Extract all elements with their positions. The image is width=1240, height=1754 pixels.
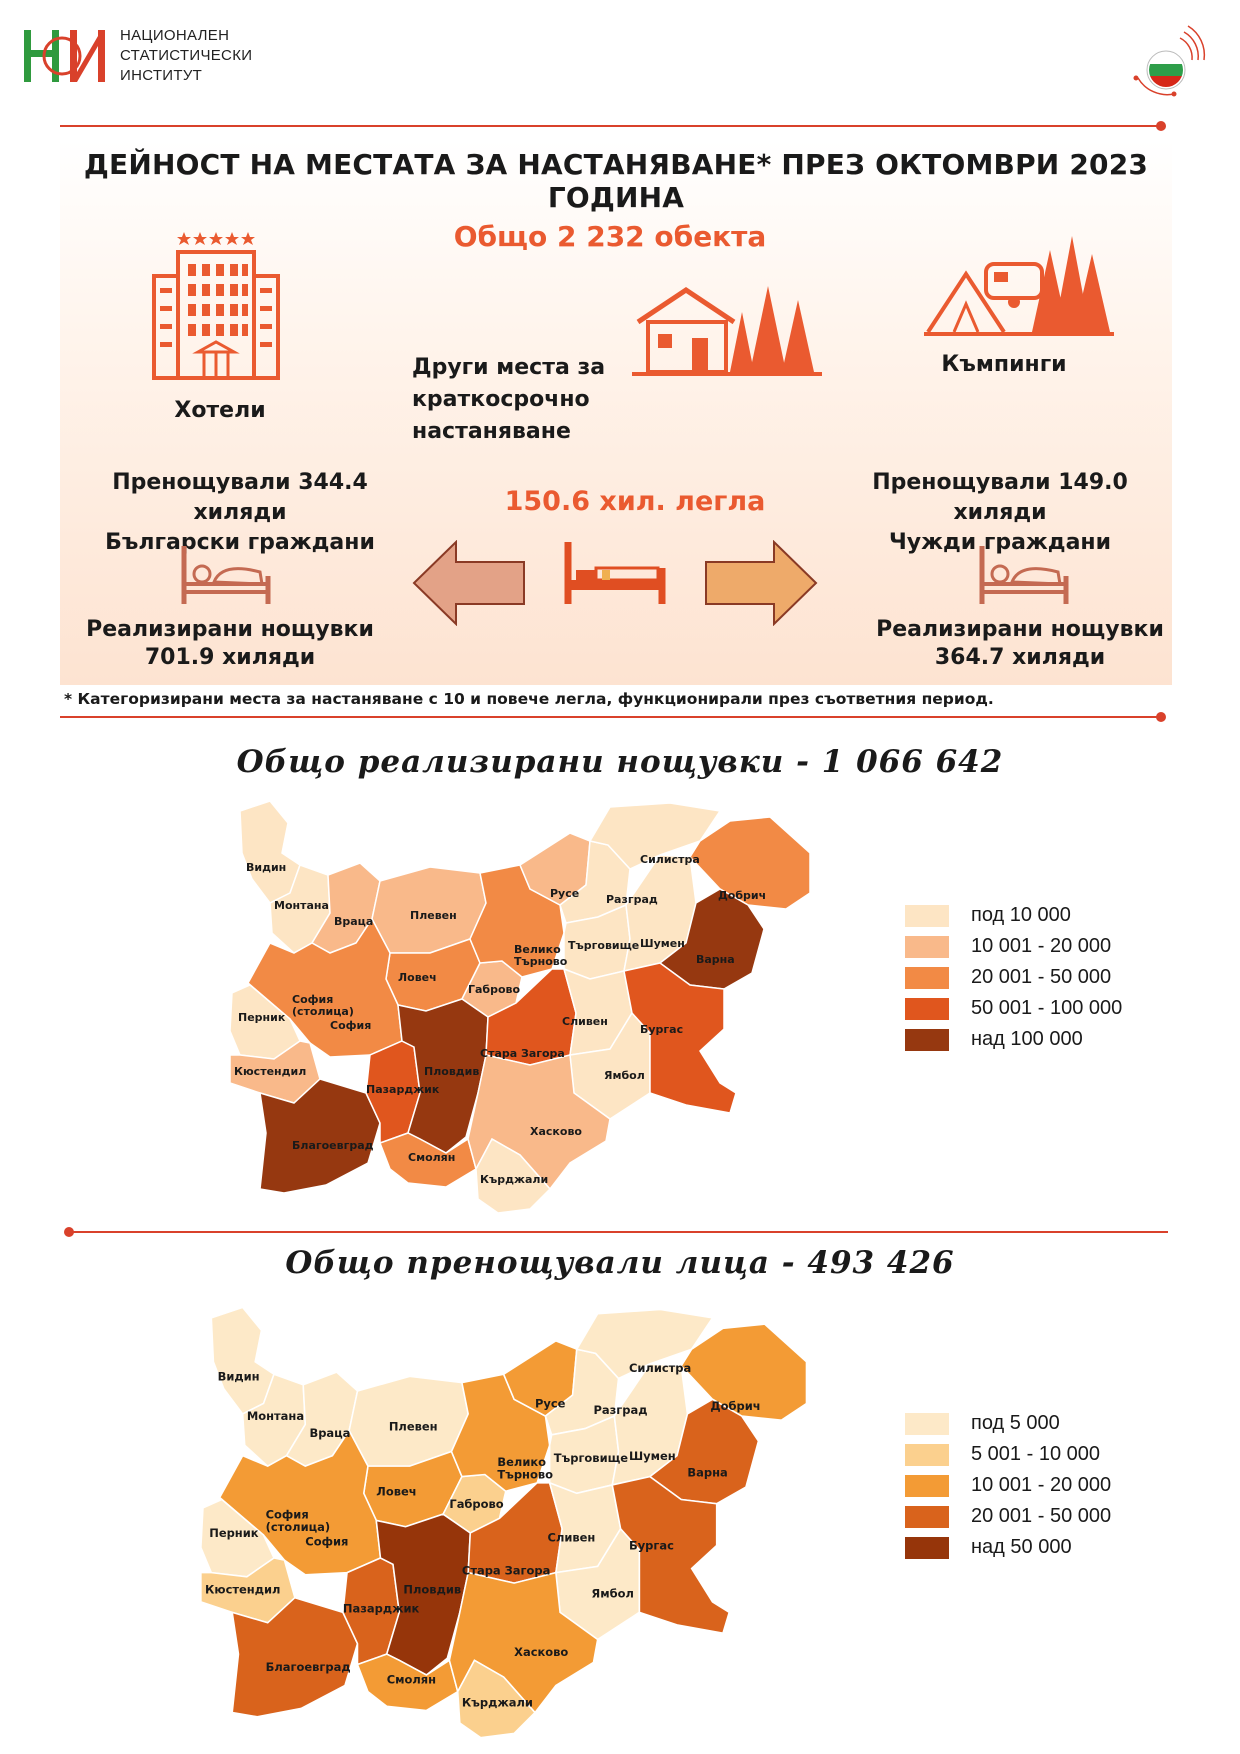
other-places-line-2: краткосрочно настаняване xyxy=(412,387,590,444)
map2-legend-row xyxy=(905,1439,1111,1470)
bulgarian-stayed-line-2: Български граждани xyxy=(105,530,375,555)
bulgarian-nights xyxy=(80,616,380,672)
footnote: * Категоризирани места за настаняване с 10 и повече легла, функционирали през съответния период. xyxy=(64,690,994,708)
map2-legend-label: 10 001 - 20 000 xyxy=(971,1474,1112,1496)
map2-legend-swatch xyxy=(905,1413,949,1435)
divider-mid xyxy=(60,716,1160,718)
foreign-nights-line-1: Реализирани нощувки xyxy=(876,617,1164,642)
map2-legend-label: над 50 000 xyxy=(971,1536,1072,1558)
map1-legend-label: 20 001 - 50 000 xyxy=(971,966,1112,988)
map2-label-sliven: Сливен xyxy=(547,1530,596,1545)
divider-mid-dot xyxy=(1156,712,1166,722)
map1-label-sofia: София xyxy=(330,1019,372,1032)
map2-legend-row xyxy=(905,1408,1111,1439)
map2-legend-row xyxy=(905,1532,1111,1563)
other-places-label xyxy=(412,352,742,448)
map1-label-haskovo: Хасково xyxy=(530,1125,582,1138)
map2-label-vidin: Видин xyxy=(217,1369,260,1384)
map2-label-smolyan: Смолян xyxy=(386,1672,437,1687)
bulgarian-nights-line-2: 701.9 хиляди xyxy=(144,645,316,670)
logo-line-2: СТАТИСТИЧЕСКИ xyxy=(120,47,253,64)
map2-legend-row xyxy=(905,1501,1111,1532)
map2-label-yambol: Ямбол xyxy=(591,1586,634,1601)
map1-label-sliven: Сливен xyxy=(562,1015,608,1028)
map1-label-lovech: Ловеч xyxy=(398,971,437,984)
map2-label-silistra: Силистра xyxy=(628,1361,692,1376)
map2 xyxy=(180,1275,890,1745)
foreign-nights xyxy=(870,616,1170,672)
nsi-logo-mark xyxy=(22,26,112,90)
map1-label-blagoevgrad: Благоевград xyxy=(292,1139,374,1152)
map1-label-kyustendil: Кюстендил xyxy=(234,1065,307,1078)
map1-label-shumen: Шумен xyxy=(640,937,685,950)
map2-label-veliko: Велико Търново xyxy=(497,1455,554,1482)
campings-label: Къмпинги xyxy=(941,352,1067,377)
center-bed-icon xyxy=(562,540,668,606)
map1-label-vidin: Видин xyxy=(246,861,287,874)
map1-label-stara-zagora: Стара Загора xyxy=(480,1047,565,1060)
map2-label-razgrad: Разград xyxy=(593,1402,648,1417)
divider-low xyxy=(68,1231,1168,1233)
map1-legend-row xyxy=(905,900,1122,931)
hotel-icon xyxy=(148,224,296,384)
total-objects: Общо 2 232 обекта xyxy=(453,220,767,253)
map1-legend-label: 50 001 - 100 000 xyxy=(971,997,1123,1019)
hotels-label: Хотели xyxy=(174,398,266,423)
map2-label-gabrovo: Габрово xyxy=(449,1496,504,1511)
map1-legend-swatch xyxy=(905,1029,949,1051)
map1-legend-swatch xyxy=(905,998,949,1020)
map1-legend-label: 10 001 - 20 000 xyxy=(971,935,1112,957)
bulgarian-nights-line-1: Реализирани нощувки xyxy=(86,617,374,642)
map1-label-smolyan: Смолян xyxy=(408,1151,456,1164)
map2-legend-label: под 5 000 xyxy=(971,1412,1060,1434)
arrow-right-icon xyxy=(702,540,818,626)
map1-label-montana: Монтана xyxy=(274,899,329,912)
map2-label-vratsa: Враца xyxy=(309,1425,351,1440)
map1-legend-row xyxy=(905,931,1122,962)
map1-label-ruse: Русе xyxy=(550,887,580,900)
bed-person-icon-left xyxy=(178,542,274,608)
map1-label-plovdiv: Пловдив xyxy=(424,1065,480,1078)
map2-legend xyxy=(905,1408,1111,1563)
map2-legend-row xyxy=(905,1470,1111,1501)
map1-label-vratsa: Враца xyxy=(334,915,374,928)
map2-label-montana: Монтана xyxy=(246,1409,305,1424)
map1-label-veliko: Велико Търново xyxy=(514,943,568,968)
map2-legend-label: 20 001 - 50 000 xyxy=(971,1505,1112,1527)
map1-label-pazardzhik: Пазарджик xyxy=(366,1083,440,1096)
map1-label-pernik: Перник xyxy=(238,1011,286,1024)
map1-legend-swatch xyxy=(905,936,949,958)
logo-line-1: НАЦИОНАЛЕН xyxy=(120,27,230,44)
map2-legend-swatch xyxy=(905,1475,949,1497)
map2-label-haskovo: Хасково xyxy=(514,1645,569,1660)
map2-label-lovech: Ловеч xyxy=(376,1484,417,1499)
map2-label-plovdiv: Пловдив xyxy=(403,1582,462,1597)
bulgaria-flag-icon xyxy=(1130,18,1210,98)
map2-label-kardzhali: Кърджали xyxy=(461,1695,533,1710)
bulgarian-stayed-line-1: Пренощували 344.4 хиляди xyxy=(112,470,368,525)
map2-label-shumen: Шумен xyxy=(628,1448,676,1463)
map2-legend-swatch xyxy=(905,1537,949,1559)
map2-region-vidin xyxy=(211,1307,274,1414)
foreign-nights-line-2: 364.7 хиляди xyxy=(934,645,1106,670)
map1-region-vidin xyxy=(240,801,300,903)
map1-legend-label: под 10 000 xyxy=(971,904,1071,926)
map2-label-blagoevgrad: Благоевград xyxy=(265,1659,351,1674)
map1-legend-label: над 100 000 xyxy=(971,1028,1083,1050)
map2-label-varna: Варна xyxy=(687,1465,728,1480)
map1-label-silistra: Силистра xyxy=(640,853,700,866)
map1-label-yambol: Ямбол xyxy=(604,1069,645,1082)
map1-label-sofia-city: София (столица) xyxy=(292,993,354,1018)
map2-label-stara-zagora: Стара Загора xyxy=(461,1563,551,1578)
foreign-stayed-line-1: Пренощували 149.0 хиляди xyxy=(872,470,1128,525)
map1-label-razgrad: Разград xyxy=(606,893,658,906)
map1-legend-row xyxy=(905,1024,1122,1055)
map2-label-dobrich: Добрич xyxy=(710,1398,761,1413)
map2-label-pernik: Перник xyxy=(209,1526,259,1541)
beds-count: 150.6 хил. легла xyxy=(504,486,766,517)
bed-person-icon-right xyxy=(976,542,1072,608)
map2-label-sofia: София xyxy=(305,1534,349,1549)
divider-top xyxy=(60,125,1160,127)
map1-legend-row xyxy=(905,962,1122,993)
map1-label-gabrovo: Габрово xyxy=(468,983,521,996)
map1-legend-swatch xyxy=(905,967,949,989)
map2-label-sofia-city: София (столица) xyxy=(265,1507,331,1534)
map2-legend-swatch xyxy=(905,1444,949,1466)
map1 xyxy=(210,775,890,1215)
map1-label-kardzhali: Кърджали xyxy=(480,1173,549,1186)
map2-label-targovishte: Търговище xyxy=(553,1450,629,1465)
map1-legend xyxy=(905,900,1122,1055)
map2-title: Общо пренощували лица - 493 426 xyxy=(285,1245,955,1281)
map1-label-pleven: Плевен xyxy=(410,909,457,922)
map2-label-pazardzhik: Пазарджик xyxy=(342,1601,420,1616)
map2-label-kyustendil: Кюстендил xyxy=(205,1582,281,1597)
arrow-left-icon xyxy=(412,540,528,626)
map1-title: Общо реализирани нощувки - 1 066 642 xyxy=(236,744,1004,780)
map2-legend-label: 5 001 - 10 000 xyxy=(971,1443,1100,1465)
foreign-stayed-line-2: Чужди граждани xyxy=(888,530,1112,555)
camping-icon xyxy=(924,234,1114,344)
map2-label-ruse: Русе xyxy=(535,1396,566,1411)
other-places-line-1: Други места за xyxy=(412,355,606,380)
map1-label-burgas: Бургас xyxy=(640,1023,684,1036)
divider-top-dot xyxy=(1156,121,1166,131)
map2-label-burgas: Бургас xyxy=(628,1538,674,1553)
map1-legend-swatch xyxy=(905,905,949,927)
main-title: ДЕЙНОСТ НА МЕСТАТА ЗА НАСТАНЯВАНЕ* ПРЕЗ ОКТОМВРИ 2023 ГОДИНА xyxy=(83,148,1149,214)
map2-label-pleven: Плевен xyxy=(388,1419,438,1434)
map1-legend-row xyxy=(905,993,1122,1024)
nsi-logo-text xyxy=(120,26,252,86)
map1-label-dobrich: Добрич xyxy=(718,889,767,902)
map2-legend-swatch xyxy=(905,1506,949,1528)
logo-line-3: ИНСТИТУТ xyxy=(120,67,203,84)
map1-label-targovishte: Търговище xyxy=(568,939,640,952)
map1-label-varna: Варна xyxy=(696,953,735,966)
